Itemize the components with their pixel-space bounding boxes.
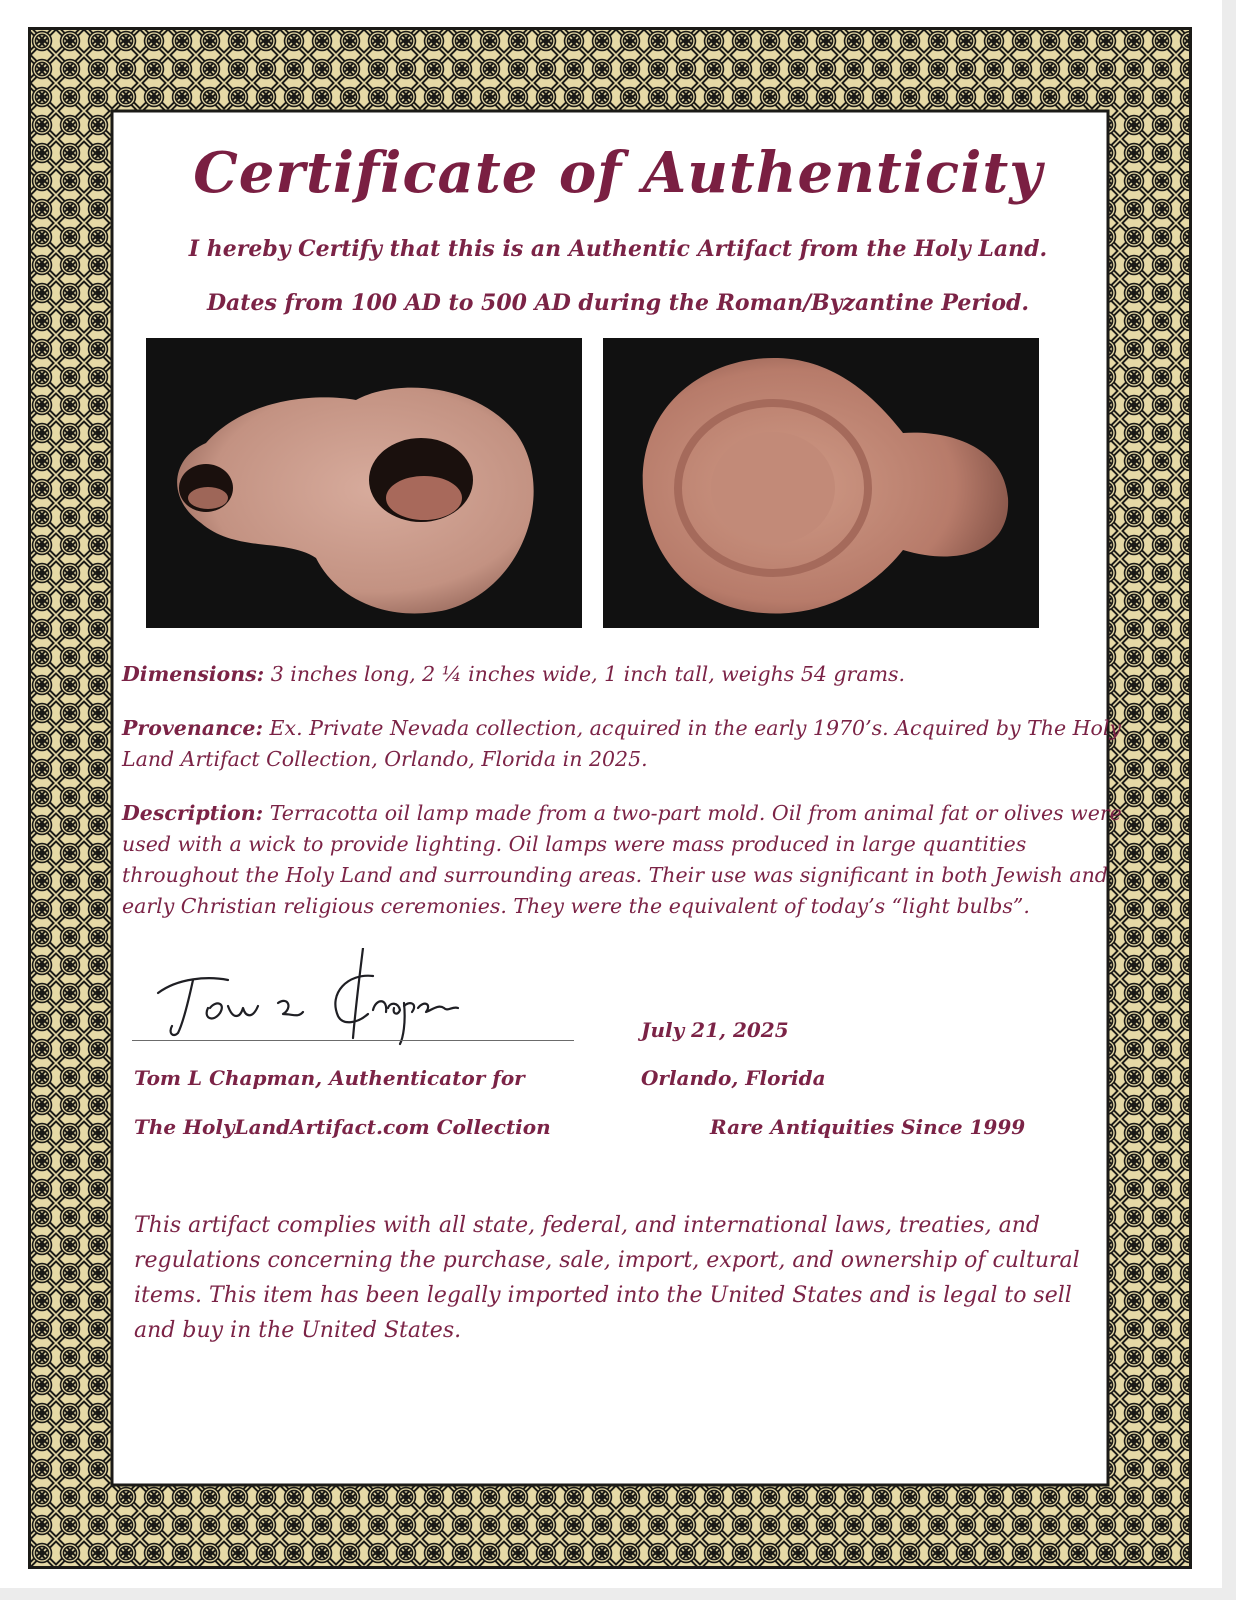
dimensions-paragraph (122, 659, 1122, 690)
date-range-statement: Dates from 100 AD to 500 AD during the Roman/Byzantine Period. (206, 290, 1030, 316)
lamp-photo-bottom (603, 338, 1039, 628)
lamp-photo-top (146, 338, 582, 628)
certificate-location: Orlando, Florida (641, 1066, 826, 1090)
signature-line (132, 1040, 574, 1041)
provenance-paragraph (122, 713, 1122, 775)
description-text: Terracotta oil lamp made from a two-part mold. Oil from animal fat or olives were used with a wick to provide lighting. Oil lamps were mass produced in large quantities throughout the Holy Land and surrounding areas. Their use was significant in both Jewish and early Christian religious ceremonies. They were the equivalent of today’s “light bulbs”. (122, 801, 1122, 918)
dimensions-text: 3 inches long, 2 ¼ inches wide, 1 inch tall, weighs 54 grams. (264, 662, 906, 686)
certificate-title: Certificate of Authenticity (193, 140, 1043, 206)
certify-statement: I hereby Certify that this is an Authentic Artifact from the Holy Land. (188, 236, 1048, 262)
handwritten-signature (148, 948, 478, 1048)
provenance-label: Provenance: (122, 716, 264, 740)
collection-name: The HolyLandArtifact.com Collection (134, 1115, 551, 1139)
description-paragraph (122, 798, 1122, 922)
description-label: Description: (122, 801, 264, 825)
authenticator-name: Tom L Chapman, Authenticator for (134, 1066, 525, 1090)
tagline: Rare Antiquities Since 1999 (710, 1115, 1026, 1139)
certificate-date: July 21, 2025 (641, 1018, 789, 1042)
legal-notice: This artifact complies with all state, federal, and international laws, treaties, and regulations concerning the purchase, sale, import, export, and ownership of cultural items. This item has been legally imported into the United States and is legal to sell and buy in the United States. (134, 1213, 1080, 1343)
dimensions-label: Dimensions: (122, 662, 265, 686)
provenance-text: Ex. Private Nevada collection, acquired in the early 1970’s. Acquired by The Holy Land Artifact Collection, Orlando, Florida in 2025. (122, 716, 1122, 771)
